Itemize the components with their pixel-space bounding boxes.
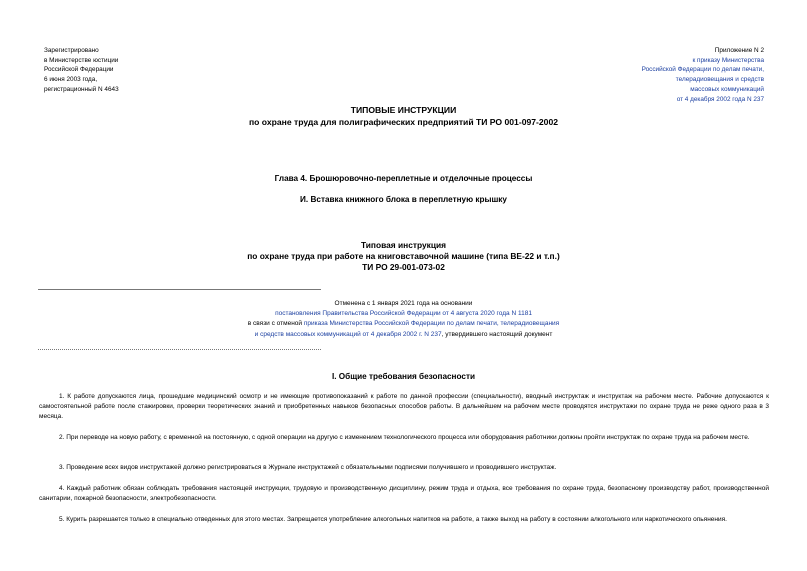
appendix-link-line[interactable]: Российской Федерации по делам печати, [641,66,764,74]
appendix-note [564,46,764,104]
divider-top [38,289,321,290]
document-heading [0,104,807,128]
paragraph-text: 4. Каждый работник обязан соблюдать требования настоящей инструкции, трудовую и производственную дисциплину, режим труда и отдыха, все требования по охране труда, безопасному производству работ, производственной санитарии, пожарной безопасности, электробезопасности. [39,485,769,502]
government-decree-link[interactable]: постановления Правительства Российской Федерации от 4 августа 2020 года N 1181 [275,310,532,318]
registration-line: Российской Федерации [44,66,114,74]
ministry-order-link[interactable]: приказа Министерства Российской Федерации по делам печати, телерадиовещания [303,320,560,328]
document-subtitle: по охране труда для полиграфических предприятий ТИ РО 001-097-2002 [248,117,559,127]
cancellation-prefix: в связи с отменой [247,320,304,328]
appendix-link-line[interactable]: телерадиовещания и средств [675,76,764,84]
paragraph [39,484,769,504]
paragraph [39,392,769,422]
instruction-heading [0,240,807,273]
appendix-order-link[interactable] [564,56,764,105]
instruction-subtitle: по охране труда при работе на книговставочной машине (типа ВЕ-22 и т.п.) [247,251,560,261]
cancellation-suffix: , утвердившего настоящий документ [441,330,553,338]
registration-note [44,46,194,95]
appendix-link-line[interactable]: к приказу Министерства [692,56,764,64]
instruction-code: ТИ РО 29-001-073-02 [362,262,445,272]
paragraph-text: 2. При переводе на новую работу, с временной на постоянную, с одной операции на другую с изменением технологического процесса или оборудования работники должны пройти инструктаж по охране труда на рабочем месте. [59,434,750,441]
appendix-title: Приложение N 2 [714,47,764,54]
instruction-title: Типовая инструкция [360,240,447,250]
registration-line: Зарегистрировано [44,47,99,54]
section-title: I. Общие требования безопасности [331,372,475,381]
registration-line: регистрационный N 4643 [44,85,119,93]
cancellation-text: Отменена с 1 января 2021 года на основании [334,300,473,307]
ministry-order-link-continued[interactable]: и средств массовых коммуникаций от 4 декабря 2002 г. N 237 [254,330,442,338]
document-title: ТИПОВЫЕ ИНСТРУКЦИИ [350,105,457,115]
paragraph-text: 1. К работе допускаются лица, прошедшие медицинский осмотр и не имеющие противопоказаний к работе по данной профессии (специальности), вводный инструктаж и инструктаж на рабочем месте. Рабочие допускаются к самостоятельной работе после стажировки, проверки теоретических знаний и приобретенных навыков безопасных способов работы. В дальнейшем на рабочем месте проводятся инструктажи по охране труда не реже одного раза в 3 месяца. [39,393,769,420]
chapter-title: Глава 4. Брошюровочно-переплетные и отделочные процессы [274,174,533,183]
paragraph [39,515,769,525]
paragraph [39,463,769,473]
paragraph [39,433,769,443]
appendix-link-line[interactable]: массовых коммуникаций [690,85,764,93]
registration-line: 6 июня 2003 года, [44,76,98,84]
paragraph-text: 3. Проведение всех видов инструктажей должно регистрироваться в Журнале инструктажей с обязательными подписями получившего и проводившего инструктаж. [59,464,557,471]
appendix-link-line[interactable]: от 4 декабря 2002 года N 237 [676,95,764,103]
chapter-section-title: И. Вставка книжного блока в переплетную крышку [300,195,507,204]
cancellation-notice [0,299,807,340]
registration-line: в Министерстве юстиции [44,56,119,64]
paragraph-text: 5. Курить разрешается только в специально отведенных для этого местах. Запрещается употребление алкогольных напитков на работе, а также выход на работу в состоянии алкогольного или наркотического опьянения. [59,516,727,523]
divider-bottom [38,349,321,350]
